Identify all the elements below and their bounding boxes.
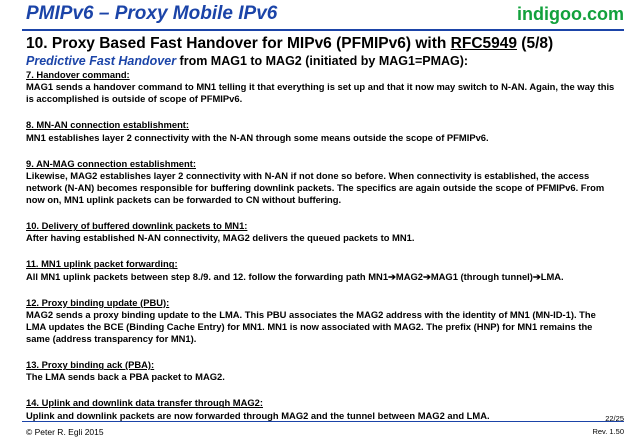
step-item <box>26 297 616 346</box>
step-body: After having established N-AN connectivity, MAG2 delivers the queued packets to MN1. <box>26 232 415 244</box>
step-body: MN1 establishes layer 2 connectivity with the N-AN through some means outside the scope of PFMIPv6. <box>26 131 489 143</box>
step-body: Likewise, MAG2 establishes layer 2 connectivity with N-AN if not done so before. When connectivity is established, the access network (N-AN) becomes responsible for buffering downlink packets. The specifics are again outside the scope of PFMIPv6. From now on, MN1 uplink packets can be forwarded to CN without buffering. <box>26 169 605 206</box>
step-item <box>26 69 616 106</box>
revision-label: Rev. 1.50 <box>592 427 624 436</box>
section-heading-prefix: 10. Proxy Based Fast Handover for MIPv6 (PFMIPv6) with <box>26 35 451 52</box>
subtitle-accent: Predictive Fast Handover <box>26 54 177 68</box>
step-item <box>26 119 616 143</box>
footer-divider <box>22 421 624 422</box>
step-title: 10. Delivery of buffered downlink packets to MN1: <box>26 220 248 232</box>
copyright-text: © Peter R. Egli 2015 <box>26 427 104 437</box>
step-title: 11. MN1 uplink packet forwarding: <box>26 258 178 270</box>
step-body: All MN1 uplink packets between step 8./9. and 12. follow the forwarding path MN1➔MAG2➔MAG1 (through tunnel)➔LMA. <box>26 270 564 282</box>
step-title: 8. MN-AN connection establishment: <box>26 119 190 131</box>
step-body: Uplink and downlink packets are now forwarded through MAG2 and the tunnel between MAG2 and LMA. <box>26 409 490 421</box>
page-number: 22/25 <box>605 414 624 423</box>
step-title: 14. Uplink and downlink data transfer through MAG2: <box>26 397 263 409</box>
subtitle-rest: from MAG1 to MAG2 (initiated by MAG1=PMAG): <box>176 54 469 68</box>
step-item <box>26 158 616 207</box>
step-body: MAG1 sends a handover command to MN1 telling it that everything is set up and that it now may switch to N-AN. Again, the way this is accomplished is outside of scope of PFMIPv6. <box>26 81 615 105</box>
step-item <box>26 359 616 383</box>
slide-title: PMIPv6 – Proxy Mobile IPv6 <box>26 3 278 24</box>
rfc-reference: RFC5949 <box>450 35 517 52</box>
step-body: MAG2 sends a proxy binding update to the LMA. This PBU associates the MAG2 address with the identity of MN1 (MN-ID-1). The LMA updates the BCE (Binding Cache Entry) for MN1. MN1 is now associated with MAG2. The prefix (HNP) for MN1 remains the same (address transparency for MN1). <box>26 308 596 345</box>
step-item <box>26 220 616 244</box>
step-body: The LMA sends back a PBA packet to MAG2. <box>26 371 225 383</box>
step-title: 12. Proxy binding update (PBU): <box>26 296 170 308</box>
step-title: 9. AN-MAG connection establishment: <box>26 157 196 169</box>
section-heading <box>26 35 553 53</box>
section-heading-suffix: (5/8) <box>517 35 554 52</box>
step-item <box>26 258 616 282</box>
brand-logo-text: indigoo.com <box>517 4 624 24</box>
step-title: 7. Handover command: <box>26 69 130 80</box>
header-divider <box>22 29 624 31</box>
step-title: 13. Proxy binding ack (PBA): <box>26 359 155 371</box>
steps-list <box>26 69 616 422</box>
section-subtitle <box>26 54 468 68</box>
step-item <box>26 397 616 421</box>
